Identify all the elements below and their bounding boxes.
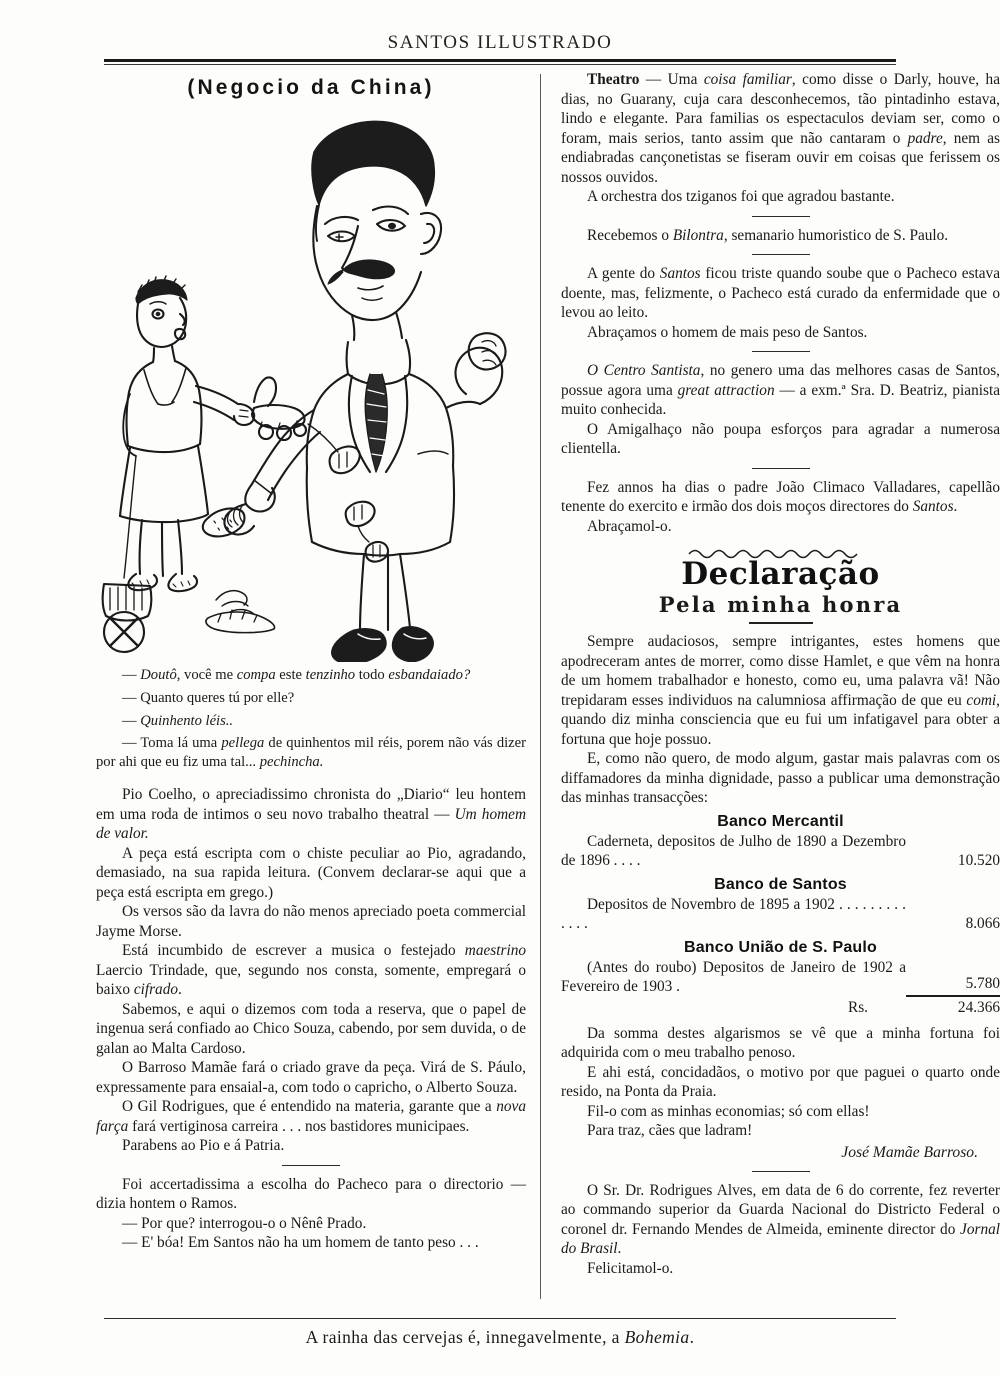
ledger-total-row [561, 999, 1000, 1017]
bank-ledger-table [561, 813, 1000, 1017]
section-separator [282, 1165, 340, 1166]
masthead-title: SANTOS ILLUSTRADO [387, 32, 613, 53]
item-bilontra [561, 226, 1000, 246]
ledger-total-amount: 24.366 [957, 998, 1000, 1016]
masthead [0, 0, 1000, 65]
paragraph: Recebemos o Bilontra, semanario humoristico de S. Paulo. [587, 226, 949, 244]
ledger-amount: 10.520 [957, 852, 1000, 870]
section-separator [752, 216, 810, 217]
cartoon-illustration [96, 102, 526, 662]
declaration-closing [561, 1024, 1000, 1162]
paragraph: Fez annos ha dias o padre João Climaco Valladares, capellão tenente do exercito e irmão dos dois moços directores do Santos. [561, 478, 1000, 515]
paragraph: O Amigalhaço não poupa esforços para agradar a numerosa clientella. [561, 420, 1000, 457]
item-lead-theatro: Theatro [587, 71, 640, 88]
paragraph: Abraçamol-o. [587, 517, 672, 535]
paragraph: — E' bóa! Em Santos não ha um homem de tanto peso . . . [122, 1234, 479, 1252]
paragraph: O Centro Santista, no genero uma das melhores casas de Santos, possue agora uma great attraction — a exm.ª Sra. D. Beatriz, pianista muito conhecida. [561, 362, 1000, 418]
paragraph: Da somma destes algarismos se vê que a minha fortuna foi adquirida com o meu trabalho penoso. [561, 1024, 1000, 1062]
table-row [561, 958, 1000, 997]
declaration-rule [749, 622, 813, 624]
declaration-body [561, 632, 1000, 808]
item-rodrigues-alves [561, 1181, 1000, 1279]
paragraph: — Por que? interrogou-o o Nênê Prado. [122, 1214, 367, 1232]
declaration-signature: José Mamãe Barroso. [841, 1143, 978, 1161]
item-valladares [561, 478, 1000, 537]
paragraph: Theatro — Uma coisa familiar, como disse o Darly, houve, ha dias, no Guarany, cuja cara desconhecemos, tão pintadinho estava, lindo e elegante. Para familias os espectaculos deviam ser, como o foram, mais serios, tanto assim que não cantaram o padre, nem as endiabradas cançonetistas se fiseram ouvir em coisas que ferissem os nossos ouvidos. [561, 71, 1000, 186]
paragraph: Foi accertadissima a escolha do Pacheco para o directorio — dizia hontem o Ramos. [96, 1175, 526, 1213]
cartoon-caption [96, 666, 526, 685]
caption-line-3: — Quinhento léis.. [122, 712, 234, 729]
declaration-title: Declaração [681, 556, 880, 592]
section-separator [752, 1171, 810, 1172]
paragraph: Fil-o com as minhas economias; só com ellas! [587, 1102, 870, 1120]
cartoon-title: (Negocio da China) [187, 76, 435, 99]
bank-name: Banco de Santos [714, 875, 847, 893]
section-separator [752, 351, 810, 352]
paragraph: Os versos são da lavra do não menos apreciado poeta commercial Jayme Morse. [96, 903, 526, 940]
ledger-description: Depositos de Novembro de 1895 a 1902 . . . . . . . . . . . . . [561, 895, 906, 933]
paragraph: Sempre audaciosos, sempre intrigantes, estes homens que apodreceram antes de morrer, como disse Hamlet, e que vêm na honra de um homem trabalhador e honesto, como eu, uma palavra vã! Não trepidaram esses individuos na calumniosa affirmação de que eu comi, quando diz minha consciencia que eu fui um infatigavel para obter a fortuna que hoje possuo. [561, 633, 1000, 748]
paragraph: E ahi está, concidadãos, o motivo por que paguei o quarto onde resido, na Ponta da Praia. [561, 1063, 1000, 1101]
ledger-amount: 8.066 [965, 915, 1000, 933]
paragraph: Parabens ao Pio e á Patria. [122, 1137, 285, 1155]
caption-line-1: — Doutô, você me compa este tenzinho todo esbandaiado? [122, 667, 471, 683]
table-row [561, 895, 1000, 934]
table-row [561, 832, 1000, 871]
paragraph: Pio Coelho, o apreciadissimo chronista do „Diario“ leu hontem em uma roda de intimos o seu novo trabalho theatral — Um homem de valor. [96, 786, 526, 843]
paragraph: O Sr. Dr. Rodrigues Alves, em data de 6 do corrente, fez reverter ao commando superior da Guarda Nacional do Districto Federal o coronel dr. Fernando Mendes de Almeida, eminente director do Jornal do Brasil. [561, 1181, 1000, 1258]
article-pacheco-directorio [96, 1175, 526, 1253]
footer-advertisement: A rainha das cervejas é, innegavelmente, a Bohemia. [305, 1327, 695, 1347]
ledger-description: Caderneta, depositos de Julho de 1890 a Dezembro de 1896 . . . . [561, 832, 906, 870]
section-separator [752, 468, 810, 469]
ledger-amount: 5.780 [906, 974, 1000, 997]
bank-name: Banco Mercantil [717, 812, 844, 830]
paragraph: E, como não quero, de modo algum, gastar mais palavras com os diffamadores da minha dignidade, passo a publicar uma demonstração das minhas transacções: [561, 750, 1000, 807]
item-theatro [561, 70, 1000, 207]
left-column [96, 70, 540, 1302]
paragraph: A peça está escripta com o chiste peculiar ao Pio, agradando, demasiado, na sua rapida leitura. (Convem declarar-se aqui que a peça está escripta em grego.) [96, 844, 526, 901]
paragraph: O Gil Rodrigues, que é entendido na materia, garante que a nova farça fará vertiginosa carreira . . . nos bastidores municipaes. [96, 1098, 526, 1135]
paragraph: Sabemos, e aqui o dizemos com toda a reserva, que o papel de ingenua será confiado ao Chico Souza, cabendo, por sem duvida, o de galan ao Malta Cardoso. [96, 1000, 526, 1057]
caption-line-2: — Quanto queres tú por elle? [122, 689, 295, 706]
footer-rule [104, 1318, 896, 1319]
bank-name: Banco União de S. Paulo [683, 938, 878, 956]
declaration-subtitle: Pela minha honra [658, 592, 903, 618]
ledger-description: (Antes do roubo) Depositos de Janeiro de 1902 a Fevereiro de 1903 . [561, 958, 906, 996]
item-pacheco [561, 264, 1000, 342]
masthead-rule [104, 59, 896, 65]
right-column [561, 70, 1000, 1302]
currency-label: Rs. [848, 998, 868, 1016]
paragraph: A orchestra dos tziganos foi que agradou bastante. [587, 188, 895, 205]
paragraph: O Barroso Mamãe fará o criado grave da peça. Virá de S. Páulo, expressamente para ensaial-a, com todo o capricho, o Alberto Souza. [96, 1059, 526, 1096]
section-separator [752, 254, 810, 255]
column-divider [540, 74, 541, 1299]
article-pio-coelho [96, 785, 526, 1156]
paragraph: A gente do Santos ficou triste quando soube que o Pacheco estava doente, mas, felizmente, o Pacheco está curado da enfermidade que o levou ao leito. [561, 265, 1000, 321]
paragraph: Para traz, cães que ladram! [587, 1122, 753, 1140]
paragraph: Felicitamol-o. [587, 1259, 674, 1277]
item-centro-santista [561, 361, 1000, 459]
paragraph: Está incumbido de escrever a musica o festejado maestrino Laercio Trindade, que, segundo nos consta, somente, empregará o baixo cifrado. [96, 942, 526, 999]
paragraph: Abraçamos o homem de mais peso de Santos. [587, 323, 868, 341]
declaration-heading [561, 546, 1000, 624]
page-columns [0, 70, 1000, 1302]
caption-line-4: — Toma lá uma pellega de quinhentos mil réis, porem não vás dizer por ahi que eu fiz uma tal... pechincha. [96, 735, 526, 771]
